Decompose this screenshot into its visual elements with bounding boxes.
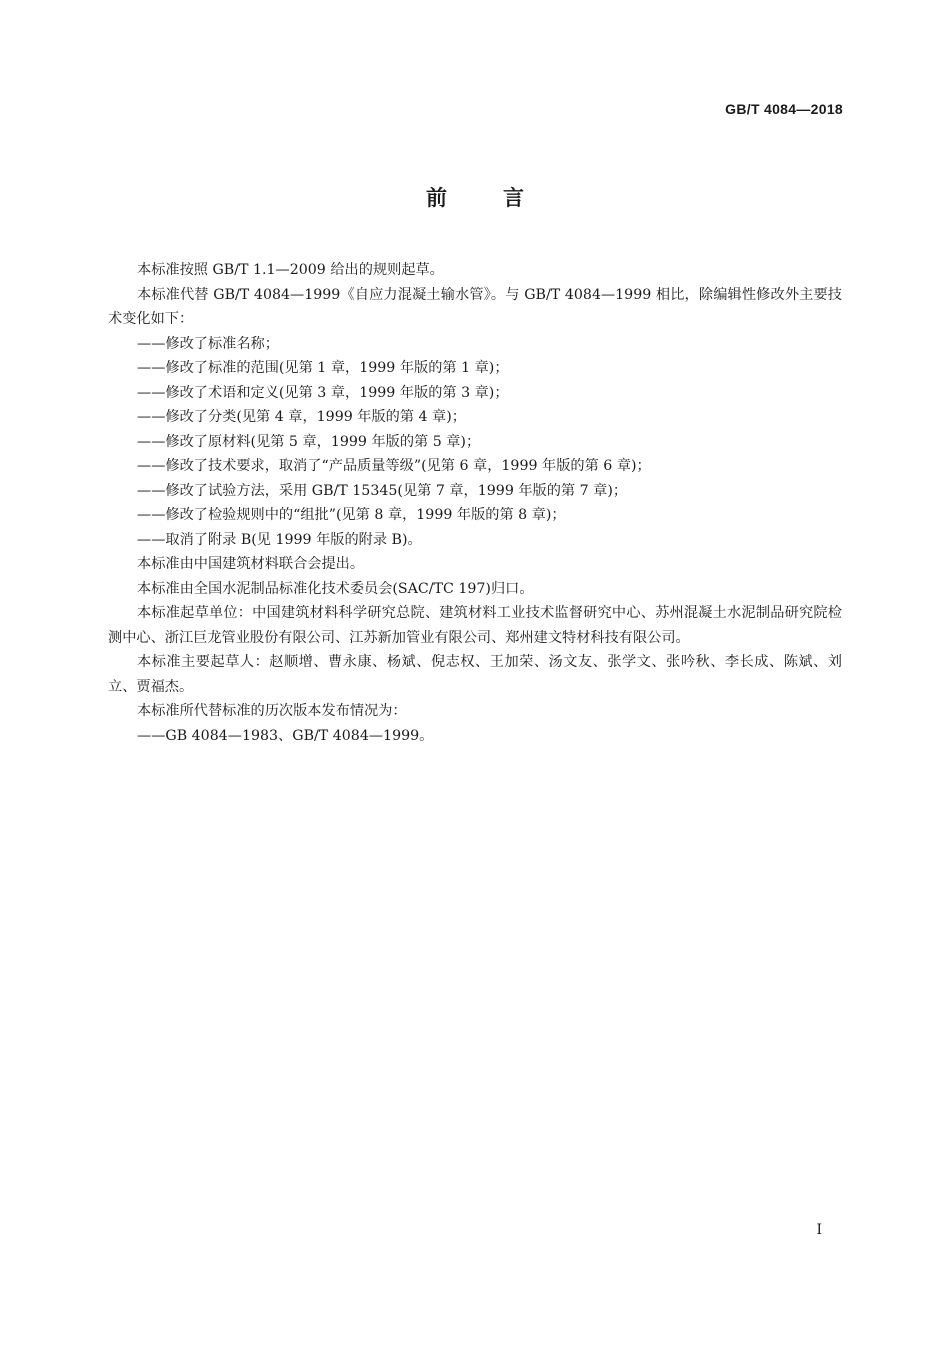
page-number: I: [816, 1222, 822, 1238]
change-item: ——取消了附录 B(见 1999 年版的附录 B)。: [137, 531, 422, 548]
paragraph-replacement: 本标准代替 GB/T 4084—1999《自应力混凝土输水管》。与 GB/T 4084—1999 相比，除编辑性修改外主要技术变化如下：: [108, 286, 842, 327]
change-item: ——修改了术语和定义(见第 3 章，1999 年版的第 3 章)；: [137, 384, 509, 401]
paragraph-history-intro: 本标准所代替标准的历次版本发布情况为：: [137, 703, 407, 719]
page-title: 前言: [426, 186, 580, 210]
change-item: ——修改了检验规则中的“组批”(见第 8 章，1999 年版的第 8 章)；: [137, 507, 566, 523]
change-item: ——修改了技术要求，取消了“产品质量等级”(见第 6 章，1999 年版的第 6 章)；: [137, 458, 651, 474]
change-item: ——修改了标准的范围(见第 1 章，1999 年版的第 1 章)；: [137, 360, 509, 376]
change-item: ——修改了原材料(见第 5 章，1999 年版的第 5 章)；: [137, 433, 481, 450]
change-item: ——修改了试验方法，采用 GB/T 15345(见第 7 章，1999 年版的第 7 章)；: [137, 482, 628, 499]
paragraph-committee: 本标准由全国水泥制品标准化技术委员会(SAC/TC 197)归口。: [137, 580, 534, 597]
change-item: ——修改了标准名称；: [137, 335, 279, 352]
paragraph-drafting-units: 本标准起草单位：中国建筑材料科学研究总院、建筑材料工业技术监督研究中心、苏州混凝土水泥制品研究院检测中心、浙江巨龙管业股份有限公司、江苏新加管业有限公司、郑州建文特材科技有限公司。: [108, 605, 842, 646]
document-body: [108, 258, 842, 748]
history-item: ——GB 4084—1983、GB/T 4084—1999。: [137, 727, 434, 744]
change-item: ——修改了分类(见第 4 章，1999 年版的第 4 章)；: [137, 409, 466, 425]
standard-code: GB/T 4084—2018: [725, 101, 843, 117]
paragraph-drafters: 本标准主要起草人：赵顺增、曹永康、杨斌、倪志权、王加荣、汤文友、张学文、张吟秋、李长成、陈斌、刘立、贾福杰。: [108, 654, 842, 695]
paragraph-drafting-rules: 本标准按照 GB/T 1.1—2009 给出的规则起草。: [137, 262, 444, 278]
paragraph-proposer: 本标准由中国建筑材料联合会提出。: [137, 556, 365, 572]
